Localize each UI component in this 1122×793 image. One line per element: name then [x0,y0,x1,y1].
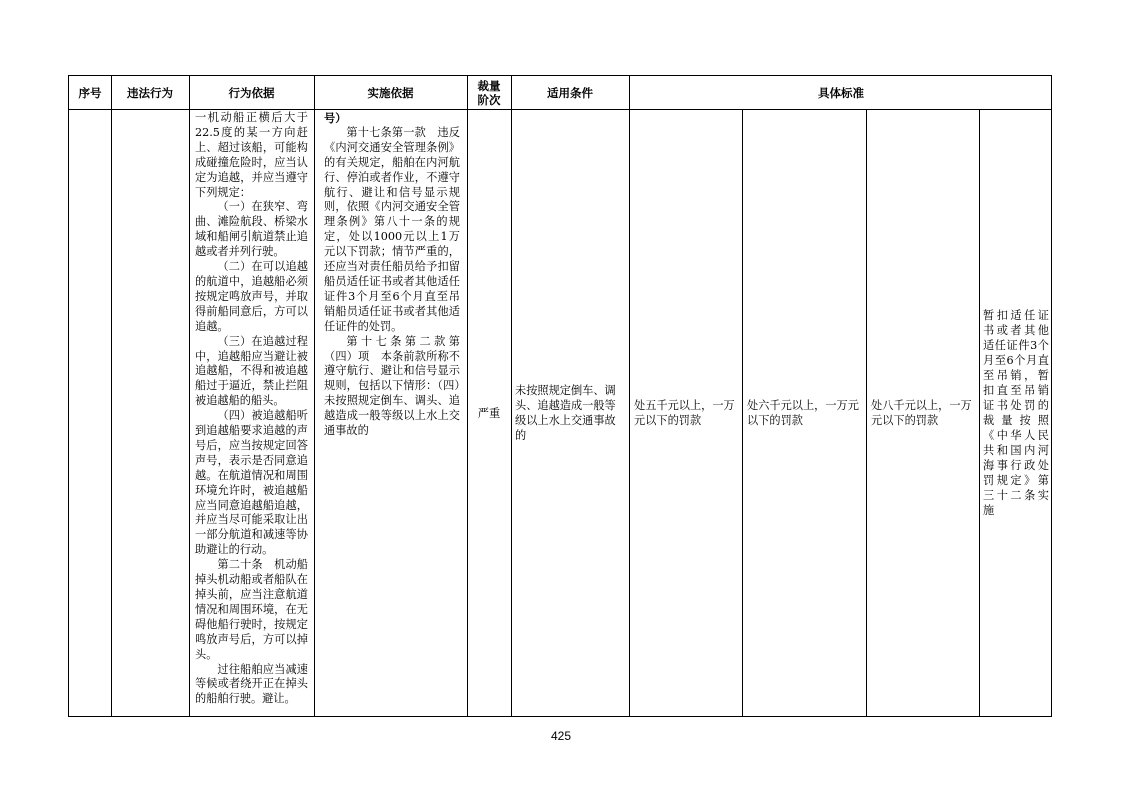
header-basis: 行为依据 [228,85,275,100]
basis-paragraph: （二）在可以追越的航道中，追越船必须按规定鸣放声号，并取得前船同意后，方可以追越。 [195,260,308,333]
col-divider [511,76,512,716]
implementation-paragraph: 号） [324,111,347,125]
basis-paragraph: 过往船舶应当减速等候或者绕开正在掉头的船舶行驶。避让。 [195,662,308,706]
standard-value: 处八千元以上，一万元以下的罚款 [871,399,972,427]
standard-cell-1 [634,111,738,715]
basis-paragraph: 第二十条 机动船掉头机动船或者船队在掉头前，应当注意航道情况和周围环境，在无碍他船行驶时，按规定鸣放声号后，方可以掉头。 [195,558,308,661]
header-standard: 具体标准 [818,85,864,100]
conditions-value: 未按照规定倒车、调头、追越造成一般等级以上水上交通事故的 [515,384,616,442]
basis-cell [191,111,312,707]
header-seq: 序号 [78,85,102,100]
standard-value: 处六千元以上，一万元以下的罚款 [747,399,859,427]
header-violation: 违法行为 [127,85,173,100]
penalty-table [68,75,1052,717]
page-number: 425 [550,729,572,743]
conditions-cell [515,111,625,715]
header-implementation: 实施依据 [367,85,414,100]
basis-paragraph: （四）被追越船听到追越船要求追越的声号后，应当按规定回答声号，表示是否同意追越。在航道情况和周围环境允许时，被追越船应当同意追越船追越，并应当尽可能采取让出一部分航道和减速等协助避让的行动。 [195,409,308,557]
header-separator [69,109,1051,110]
basis-paragraph: （三）在追越过程中，追越船应当避让被追越船，不得和被追越船过于逼近，禁止拦阻被追越船的船头。 [195,334,308,408]
standard-cell-4 [983,111,1049,715]
standard-cell-2 [747,111,861,715]
standard-value: 暂扣适任证书或者其他适任证件3个月至6个月直至吊销，暂扣直至吊销证书处罚的裁量按照《中华人民共和国内河海事行政处罚规定》第三十二条实施 [983,309,1049,517]
col-divider [629,76,630,716]
header-conditions: 适用条件 [547,85,593,100]
col-divider [189,76,190,716]
standard-value: 处五千元以上，一万元以下的罚款 [634,399,735,427]
col-divider [742,110,743,716]
basis-paragraph: （一）在狭窄、弯曲、滩险航段、桥梁水域和船闸引航道禁止追越或者并列行驶。 [195,200,308,259]
implementation-paragraph: 第十七条第二款第（四）项 本条前款所称不遵守航行、避让和信号显示规则，包括以下情形：（四）未按照规定倒车、调头、追越造成一般等级以上水上交通事故的 [324,334,460,438]
header-discretion-level: 裁量阶次 [477,78,501,107]
col-divider [314,76,315,716]
col-divider [111,76,112,716]
discretion-level-value: 严重 [477,406,501,420]
basis-paragraph: 一机动船正横后大于22.5度的某一方向赶上、超过该船，可能构成碰撞危险时，应当认定为追越，并应当遵守下列规定： [195,111,308,199]
implementation-paragraph: 第十七条第一款 违反《内河交通安全管理条例》的有关规定，船舶在内河航行、停泊或者作业，不遵守航行、避让和信号显示规则，依照《内河交通安全管理条例》第八十一条的规定，处以1000元以上1万元以下罚款；情节严重的，还应当对责任船员给予扣留船员适任证书或者其他适任证件3个月至6个月直至吊销船员适任证书或者其他适任证件的处罚。 [324,125,460,333]
col-divider [979,110,980,716]
implementation-cell [320,111,464,439]
standard-cell-3 [871,111,975,715]
discretion-level-cell [467,111,511,715]
col-divider [866,110,867,716]
